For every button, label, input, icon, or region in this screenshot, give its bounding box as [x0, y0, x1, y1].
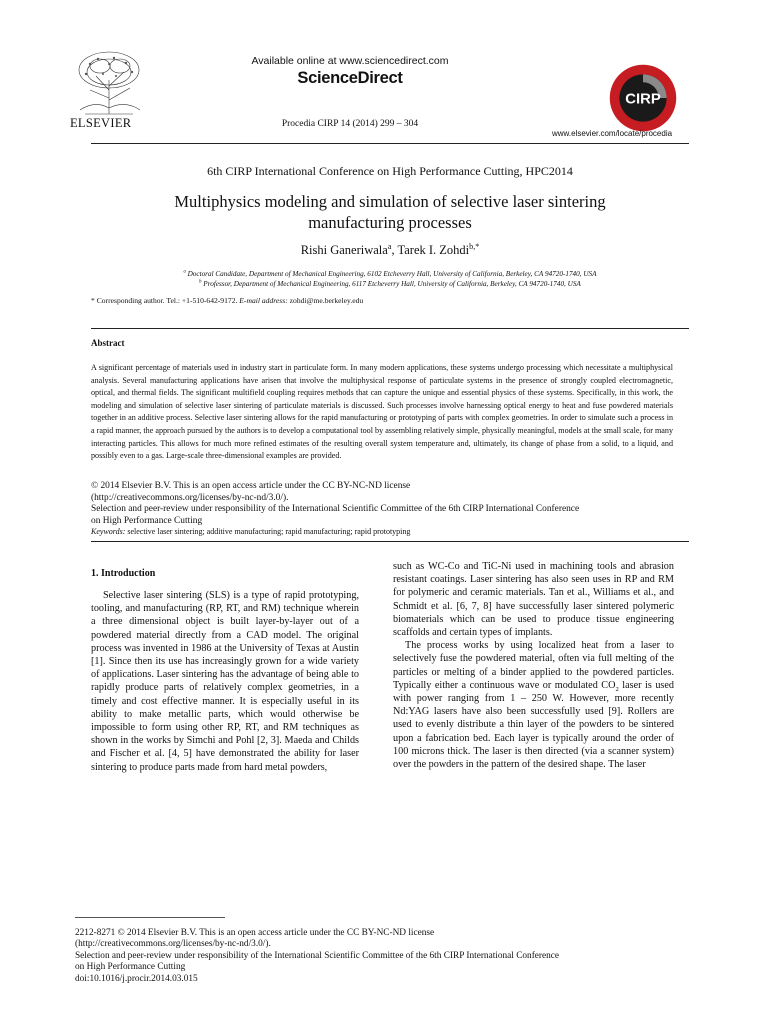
elsevier-tree-logo [70, 50, 148, 116]
keywords [91, 527, 689, 536]
abstract-license-line-2[interactable]: (http://creativecommons.org/licenses/by-nc-nd/3.0/). [91, 492, 289, 503]
keywords-label: Keywords: [91, 527, 126, 536]
footer-line-2[interactable]: (http://creativecommons.org/licenses/by-nc-nd/3.0/). [75, 939, 271, 950]
abstract-heading: Abstract [91, 338, 125, 348]
keywords-text: selective laser sintering; additive manufacturing; rapid manufacturing; rapid prototyping [125, 527, 411, 536]
corresponding-author [91, 296, 689, 305]
intro-paragraph-2: such as WC-Co and TiC-Ni used in machining tools and abrasion resistant coatings. Laser sintering has also seen uses in RP and RM for polymeric and ceramic materials. Tan et al., Williams et al., and Schmidt et al. [6, 7, 8] have successfully laser sintered polymeric biomaterials which can be used to produce tissue engineering scaffolds and certain types of implants. [393, 561, 674, 639]
footer-line-3: Selection and peer-review under responsibility of the International Scientific Committee of the 6th CIRP International Conference [75, 950, 560, 961]
abstract-review-line-2: on High Performance Cutting [91, 515, 203, 526]
journal-reference: Procedia CIRP 14 (2014) 299 – 304 [281, 119, 419, 129]
abstract-review-line-1: Selection and peer-review under responsibility of the International Scientific Committee of the 6th CIRP International Conference [91, 504, 580, 514]
affiliation-b-text: Professor, Department of Mechanical Engineering, 6117 Etcheverry Hall, University of California, Berkeley, CA 94720-1740, USA [203, 280, 581, 288]
available-online-text: Available online at www.sciencedirect.com [251, 55, 449, 67]
email-label: E-mail address: [239, 296, 288, 305]
author-separator: , [391, 243, 398, 257]
footer-doi[interactable]: doi:10.1016/j.procir.2014.03.015 [75, 973, 198, 984]
abstract-body [91, 362, 673, 463]
abstract-license [91, 481, 689, 527]
intro-paragraph-3 [393, 639, 674, 771]
paper-title-line-2: manufacturing processes [308, 213, 472, 232]
intro-paragraph-1: Selective laser sintering (SLS) is a type of rapid prototyping, tooling, and manufacturing (RP, RT, and RM) technique wherein a three dimensional object is built layer-by-layer out of a powdered material directly from a CAD model. The original process was invented in 1986 at the University of Texas at Austin [1]. Since then its use has increasingly grown for a wide variety of applications. Laser sintering has the advantage of being able to rapidly produce parts of relatively complex geometries, in a timely and cost effective manner. It is especially useful in its ability to make metallic parts, which would otherwise be impossible to form using other RP, RT, and RM techniques as shown in the works by Simchi and Pohl [2, 3]. Maeda and Childs and Fischer et al. [4, 5] have demonstrated the ability for laser sintering to produce parts made from hard metal powders, [91, 590, 359, 773]
affiliation-b-mark: b [199, 279, 202, 285]
affiliation-a-text: Doctoral Candidate, Department of Mechanical Engineering, 6102 Etcheverry Hall, University of California, Berkeley, CA 94720-1740, USA [187, 270, 597, 278]
header-rule [91, 143, 689, 144]
corresponding-prefix: * Corresponding author. Tel.: +1-510-642-9172. [91, 296, 240, 305]
footer-line-4: on High Performance Cutting [75, 962, 186, 973]
affiliation-a [91, 269, 689, 279]
footer-line-1: 2212-8271 © 2014 Elsevier B.V. This is an open access article under the CC BY-NC-ND license [75, 928, 435, 938]
footer-rule [75, 917, 225, 918]
intro-paragraph-3-part-2: laser is used with power ranging from 1 – 250 W. However, more recently Nd:YAG lasers have also been successfully used [9]. Rollers are used to evenly distribute a thin layer of the powders to be sintered upon a fabrication bed. Each layer is typically around the order of 100 microns thick. The laser is then directed (via a scanner system) over the powders in the pattern of the desired shape. The laser [393, 679, 674, 771]
abstract-top-rule [91, 328, 689, 329]
authors [91, 243, 689, 258]
publisher-name: ELSEVIER [70, 116, 132, 130]
sciencedirect-brand: ScienceDirect [297, 69, 403, 87]
author-1-affil-mark: a [387, 241, 392, 251]
abstract-bottom-rule [91, 541, 689, 542]
author-2: Tarek I. Zohdi [397, 243, 470, 257]
co2-subscript: 2 [615, 685, 619, 693]
journal-url[interactable]: www.elsevier.com/locate/procedia [552, 129, 673, 138]
email-address[interactable]: zohdi@me.berkeley.edu [287, 296, 364, 305]
intro-paragraph-3-part-1: The process works by using localized heat from a laser to selectively fuse the powdered material, often via full melting of the particles or melting of a binder applied to the powdered particles. Typically either a continuous wave or modulated CO [393, 640, 674, 691]
cirp-logo-text: CIRP [625, 91, 661, 108]
abstract-license-line-1: © 2014 Elsevier B.V. This is an open access article under the CC BY-NC-ND license [91, 481, 411, 491]
cirp-logo [608, 63, 678, 133]
author-2-affil-mark: b,* [469, 241, 480, 251]
author-1: Rishi Ganeriwala [300, 243, 388, 257]
affiliation-b [91, 279, 689, 289]
section-heading-introduction: 1. Introduction [91, 568, 156, 579]
abstract-text: A significant percentage of materials used in industry start in particulate form. In many modern applications, these systems undergo processing which necessitate a multiphysical analysis. Several manufacturing applications have arisen that involve the multiphysical response of particulate systems in the presence of strongly coupled electromagnetic, optical, and thermal fields. The significant multifield coupling requires methods that can capture the unique and essential physics of these systems. Specifically, in this work, the modeling and simulation of selective laser sintering of particulate materials is discussed. Such processes involve harnessing optical energy to heat and fuse powdered materials together in an additive process. Selective laser sintering allows for the rapid manufacturing or prototyping of parts with complex geometries. In order to simulate such a process in a rapid manner, the approach pursued by the authors is to develop a computational tool by assembling relatively simple, physically meaningful, models at the small scale, for many interacting particles. This allows for much more refined estimates of the resulting overall system temperature and, ultimately, its change of phase from a solid, to a liquid, and possibly even to a gas. Large-scale three-dimensional examples are provided. [91, 363, 673, 461]
body-column-2 [393, 560, 674, 771]
conference-name: 6th CIRP International Conference on High Performance Cutting, HPC2014 [207, 164, 573, 178]
body-column-1 [91, 589, 359, 774]
affiliation-a-mark: a [183, 269, 186, 275]
paper-title-line-1: Multiphysics modeling and simulation of selective laser sintering [174, 192, 606, 211]
footer [75, 928, 695, 985]
